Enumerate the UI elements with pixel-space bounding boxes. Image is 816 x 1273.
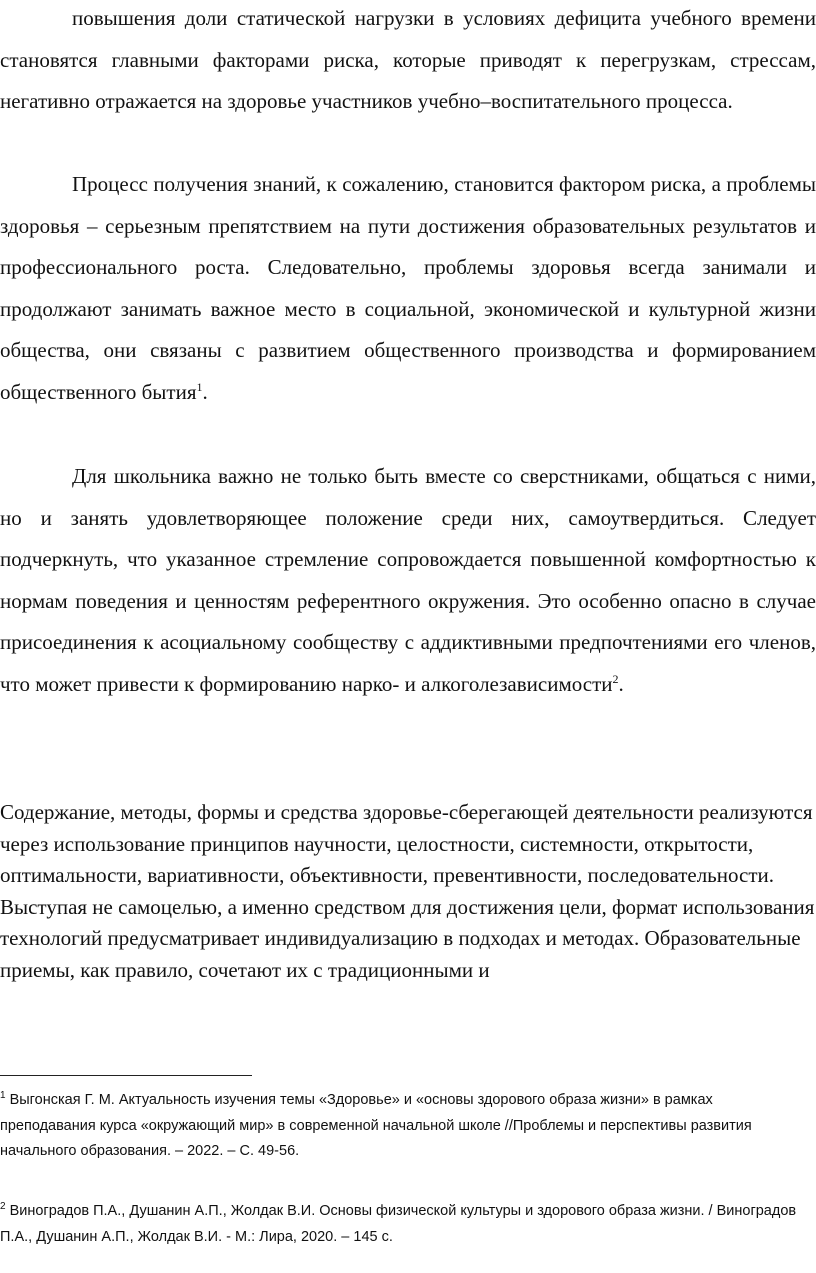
footnote-number-1: 1 — [0, 1090, 6, 1102]
footnote-2 — [0, 1199, 810, 1250]
footnote-ref-1[interactable]: 1 — [196, 379, 203, 394]
footnote-number-2: 2 — [0, 1201, 6, 1213]
paragraph-2 — [0, 164, 816, 414]
footnote-1-text: Выгонская Г. М. Актуальность изучения темы «Здоровье» и «основы здорового образа жизни» в рамках преподавания курса «окружающий мир» в современной начальной школе //Проблемы и перспективы развития начального образования. – 2022. – С. 49-56. — [0, 1092, 752, 1159]
footnote-1 — [0, 1088, 810, 1165]
footnote-2-text: Виноградов П.А., Душанин А.П., Жолдак В.И. Основы физической культуры и здорового образа жизни. / Виноградов П.А., Душанин А.П., Жолдак В.И. - М.: Лира, 2020. – 145 с. — [0, 1203, 797, 1245]
paragraph-3-end: . — [618, 671, 624, 696]
paragraph-4: Содержание, методы, формы и средства здоровье-сберегающей деятельности реализуются через использование принципов научности, целостности, системности, открытости, оптимальности, вариативности, объективности, превентивности, последовательности. Выступая не самоцелью, а именно средством для достижения цели, формат использования технологий предусматривает индивидуализацию в подходах и методах. Образовательные приемы, как правило, сочетают их с традиционными и — [0, 800, 815, 982]
paragraph-3-text: Для школьника важно не только быть вместе со сверстниками, общаться с ними, но и занять удовлетворяющее положение среди них, самоутвердиться. Следует подчеркнуть, что указанное стремление сопровождается повышенной комфортностью к нормам поведения и ценностям референтного окружения. Это особенно опасно в случае присоединения к асоциальному сообществу с аддиктивными предпочтениями его членов, что может привести к формированию нарко- и алкоголезависимости — [0, 464, 816, 696]
footnote-separator — [0, 1075, 252, 1076]
paragraph-3 — [0, 456, 816, 706]
footnote-ref-2[interactable]: 2 — [612, 671, 619, 686]
paragraph-2-text: Процесс получения знаний, к сожалению, становится фактором риска, а проблемы здоровья – серьезным препятствием на пути достижения образовательных результатов и профессионального роста. Следовательно, проблемы здоровья всегда занимали и продолжают занимать важное место в социальной, экономической и культурной жизни общества, они связаны с развитием общественного производства и формированием общественного бытия — [0, 172, 816, 404]
paragraph-1: повышения доли статической нагрузки в условиях дефицита учебного времени становятся главными факторами риска, которые приводят к перегрузкам, стрессам, негативно отражается на здоровье участников учебно–воспитательного процесса. — [0, 6, 816, 114]
paragraph-2-end: . — [202, 379, 208, 404]
